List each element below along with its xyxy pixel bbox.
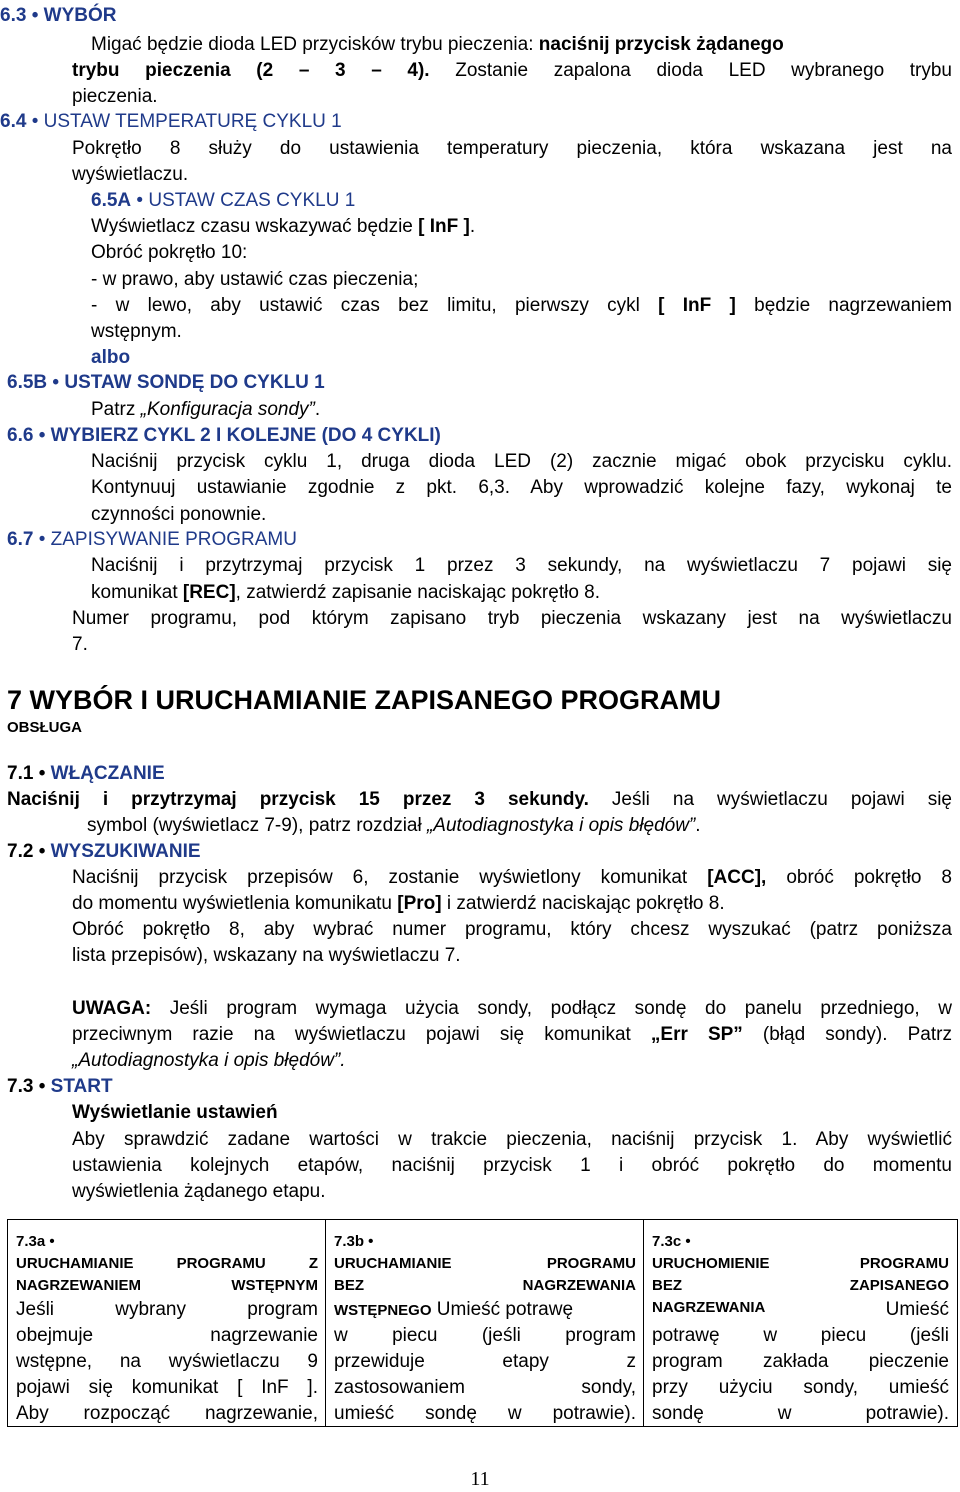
s66-line-1: Naciśnij przycisk cyklu 1, druga dioda LED (2) zacznie migać obok przycisku cyklu. [91, 451, 952, 472]
heading-title: USTAW CZAS CYKLU 1 [148, 190, 356, 211]
s66-line-3: czynności ponownie. [91, 504, 267, 525]
heading-number: 6.6 [7, 425, 34, 446]
s72-line-1 [72, 866, 952, 890]
s64-line-2: wyświetlaczu. [72, 164, 189, 185]
section-6-5a-heading: 6.5A • USTAW CZAS CYKLU 1 [91, 190, 356, 211]
heading-number: 6.7 [7, 529, 34, 550]
s63-line-1 [91, 33, 784, 57]
heading-number: 7.2 [7, 841, 34, 862]
cell-heading: 7.3a • [16, 1233, 55, 1250]
s67-line-2 [91, 581, 600, 605]
cell-title-line-3: NAGRZEWANIA [652, 1299, 766, 1316]
text: Umieść [885, 1299, 949, 1320]
heading-title: WYBÓR [43, 5, 117, 26]
text: . [469, 216, 476, 237]
cell-line-4: zastosowaniem sondy, [334, 1377, 636, 1398]
cell-line-5: umieść sondę w potrawie). [334, 1403, 636, 1424]
bold-text: [Pro] [397, 893, 442, 914]
cell-title-line-1: URUCHOMIENIE PROGRAMU [652, 1255, 949, 1272]
cell-heading: 7.3b • [334, 1233, 374, 1250]
text: (błąd sondy). Patrz [742, 1024, 952, 1045]
heading-title: WYBIERZ CYKL 2 I KOLEJNE (DO 4 CYKLI) [50, 425, 441, 446]
cell-line-3: przewiduje etapy z [334, 1351, 636, 1372]
cell-line-4: przy użyciu sondy, umieść [652, 1377, 949, 1398]
warning-line-3: „Autodiagnostyka i opis błędów”. [72, 1050, 346, 1071]
bold-text: „Err SP” [650, 1024, 743, 1045]
page-number: 11 [470, 1468, 490, 1490]
s72-line-3: Obróć pokrętło 8, aby wybrać numer programu, który chcesz wyszukać (patrz poniższa [72, 919, 952, 940]
cell-line-1 [652, 1298, 949, 1322]
bold-text: naciśnij przycisk żądanego [538, 34, 784, 55]
albo-label: albo [91, 347, 131, 368]
heading-number: 6.4 [0, 111, 27, 132]
text: Patrz [91, 399, 141, 420]
text: i zatwierdź naciskając pokrętło 8. [441, 893, 725, 914]
s72-line-4: lista przepisów), wskazany na wyświetlaczu 7. [72, 945, 461, 966]
s65a-line-1 [91, 215, 475, 239]
cell-line-1 [334, 1298, 636, 1322]
warning-line-2 [72, 1023, 952, 1047]
text: , zatwierdź zapisanie naciskając pokrętło 8. [235, 582, 601, 603]
heading-number: 7.1 [7, 763, 34, 784]
heading-title: WYSZUKIWANIE [50, 841, 201, 862]
s65a-line-5: wstępnym. [91, 321, 182, 342]
text: przeciwnym razie na wyświetlaczu pojawi się komunikat [72, 1024, 651, 1045]
cell-line-2: obejmuje nagrzewanie [16, 1325, 318, 1346]
text: będzie nagrzewaniem [735, 295, 952, 316]
italic-text: „Konfiguracja sondy” [140, 399, 315, 420]
s67-line-1: Naciśnij i przytrzymaj przycisk 1 przez 3 sekundy, na wyświetlaczu 7 pojawi się [91, 555, 952, 576]
text: Jeśli program wymaga użycia sondy, podłącz sondę do panelu przedniego, w [151, 998, 952, 1019]
heading-number: 6.5A [91, 190, 132, 211]
text: symbol (wyświetlacz 7-9), patrz rozdział [87, 815, 427, 836]
cell-line-5: sondę w potrawie). [652, 1403, 949, 1424]
section-6-6-heading: 6.6 • WYBIERZ CYKL 2 I KOLEJNE (DO 4 CYKLI) [7, 425, 441, 446]
start-options-table [7, 1219, 958, 1427]
cell-line-5: Aby rozpocząć nagrzewanie, [16, 1403, 318, 1424]
cell-title-line-1: URUCHAMIANIE PROGRAMU [334, 1255, 636, 1272]
section-6-3-heading: 6.3 • WYBÓR [0, 5, 117, 26]
cell-title-line-3: WSTĘPNEGO [334, 1302, 432, 1319]
cell-title-line-2: NAGRZEWANIEM WSTĘPNYM [16, 1277, 318, 1294]
text: . [695, 815, 701, 836]
text: . [314, 399, 321, 420]
text: Zostanie zapalona dioda LED wybranego trybu [429, 60, 953, 81]
warning-label: UWAGA: [72, 998, 152, 1019]
heading-title: ZAPISYWANIE PROGRAMU [50, 529, 297, 550]
text: Jeśli na wyświetlaczu pojawi się [588, 789, 952, 810]
section-6-4-heading: 6.4 • USTAW TEMPERATURĘ CYKLU 1 [0, 111, 342, 132]
warning-line-1 [72, 997, 952, 1021]
heading-title: USTAW TEMPERATURĘ CYKLU 1 [43, 111, 342, 132]
s67-line-4: 7. [72, 634, 88, 655]
italic-text: „Autodiagnostyka i opis błędów” [426, 815, 696, 836]
text: Naciśnij przycisk przepisów 6, zostanie wyświetlony komunikat [72, 867, 708, 888]
bold-text: [ InF ] [418, 216, 470, 237]
s65a-line-3: - w prawo, aby ustawić czas pieczenia; [91, 269, 419, 290]
heading-number: 6.5B [7, 372, 48, 393]
heading-title: WŁĄCZANIE [50, 763, 165, 784]
heading-number: 6.3 [0, 5, 27, 26]
table-cell-7-3c [643, 1220, 958, 1426]
text: komunikat [91, 582, 183, 603]
text: obróć pokrętło 8 [766, 867, 953, 888]
text: Umieść potrawę [431, 1299, 574, 1320]
text: - w lewo, aby ustawić czas bez limitu, pierwszy cykl [91, 295, 659, 316]
s72-line-2 [72, 892, 725, 916]
s64-line-1: Pokrętło 8 służy do ustawienia temperatury pieczenia, która wskazana jest na [72, 138, 952, 159]
bold-text: Naciśnij i przytrzymaj przycisk 15 przez 3 sekundy. [7, 789, 589, 810]
cell-line-4: pojawi się komunikat [ InF ]. [16, 1377, 318, 1398]
text: Wyświetlacz czasu wskazywać będzie [91, 216, 419, 237]
section-7-1-heading: 7.1 • WŁĄCZANIE [7, 763, 165, 784]
s73-line-3: wyświetlenia żądanego etapu. [72, 1181, 326, 1202]
bold-text: trybu pieczenia (2 – 3 – 4). [72, 60, 430, 81]
cell-heading: 7.3c • [652, 1233, 691, 1250]
chapter-7-title: 7 WYBÓR I URUCHAMIANIE ZAPISANEGO PROGRAMU [7, 685, 722, 715]
section-7-3-heading: 7.3 • START [7, 1076, 113, 1097]
section-6-7-heading: 6.7 • ZAPISYWANIE PROGRAMU [7, 529, 297, 550]
cell-line-2: w piecu (jeśli program [334, 1325, 636, 1346]
heading-number: 7.3 [7, 1076, 34, 1097]
s73-line-1: Aby sprawdzić zadane wartości w trakcie pieczenia, naciśnij przycisk 1. Aby wyświetlić [72, 1129, 952, 1150]
cell-line-2: potrawę w piecu (jeśli [652, 1325, 949, 1346]
text: do momentu wyświetlenia komunikatu [72, 893, 398, 914]
s71-line-2 [87, 814, 701, 838]
s63-line-3: pieczenia. [72, 86, 158, 107]
cell-title-line-1: URUCHAMIANIE PROGRAMU Z [16, 1255, 318, 1272]
cell-line-3: program zakłada pieczenie [652, 1351, 949, 1372]
s63-line-2 [72, 59, 952, 83]
section-6-5b-heading: 6.5B • USTAW SONDĘ DO CYKLU 1 [7, 372, 325, 393]
section-7-2-heading: 7.2 • WYSZUKIWANIE [7, 841, 201, 862]
s65a-line-4 [91, 294, 952, 318]
s73-subheading: Wyświetlanie ustawień [72, 1102, 278, 1123]
bold-text: [REC] [182, 582, 236, 603]
table-cell-7-3a [7, 1220, 326, 1426]
cell-line-3: wstępne, na wyświetlaczu 9 [16, 1351, 318, 1372]
s65b-line-1 [91, 398, 320, 422]
cell-title-line-2: BEZ ZAPISANEGO [652, 1277, 949, 1294]
s67-line-3: Numer programu, pod którym zapisano tryb pieczenia wskazany jest na wyświetlaczu [72, 608, 952, 629]
heading-title: START [50, 1076, 113, 1097]
bold-text: [ InF ] [658, 295, 736, 316]
s73-line-2: ustawienia kolejnych etapów, naciśnij przycisk 1 i obróć pokrętło do momentu [72, 1155, 952, 1176]
bold-text: [ACC], [707, 867, 767, 888]
cell-line-1: Jeśli wybrany program [16, 1299, 318, 1320]
text: Migać będzie dioda LED przycisków trybu pieczenia: [91, 34, 539, 55]
heading-title: USTAW SONDĘ DO CYKLU 1 [64, 372, 325, 393]
s66-line-2: Kontynuuj ustawianie zgodnie z pkt. 6,3. Aby wprowadzić kolejne fazy, wykonaj te [91, 477, 952, 498]
table-cell-7-3b [325, 1220, 644, 1426]
s65a-line-2: Obróć pokrętło 10: [91, 242, 248, 263]
cell-title-line-2: BEZ NAGRZEWANIA [334, 1277, 636, 1294]
obsluga-label: OBSŁUGA [7, 719, 82, 736]
s71-line-1 [7, 788, 952, 812]
